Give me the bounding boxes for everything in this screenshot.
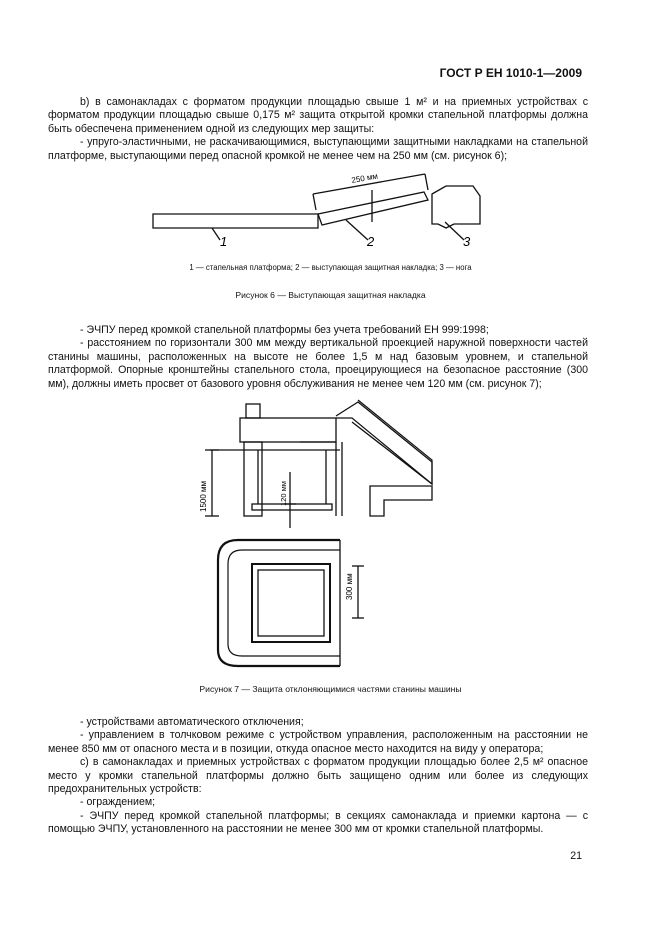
figure-7-caption: Рисунок 7 — Защита отклоняющимися частями станины машины: [199, 684, 462, 694]
paragraph-jog-control: - управлением в толчковом режиме с устройством управления, расположенным на расстоянии не менее 850 мм от опасного места и в позиции, откуда опасное место находится на виду у оператора;: [48, 729, 588, 755]
stacking-platform-plan: [252, 564, 330, 642]
leg: [432, 186, 480, 228]
figure-6-legend: 1 — стапельная платформа; 2 — выступающая защитная накладка; 3 — нога: [189, 263, 472, 272]
paragraph-b-item-1: - упруго-эластичными, не раскачивающимися, выступающими защитными накладками на стапельной платформе, выступающими перед опасной кромкой не менее чем на 250 мм (см. рисунок 6);: [48, 136, 588, 162]
paragraph-guard: - ограждением;: [80, 796, 156, 809]
text-block-2: [48, 324, 588, 391]
pile-table: [252, 504, 332, 510]
callout-2: 2: [367, 234, 375, 249]
paragraph-esps-300: - ЭЧПУ перед кромкой стапельной платформы; в секциях самонаклада и приемки картона — с помощью ЭЧПУ, установленного на расстоянии не менее 300 мм от кромки стапельной платформы.: [48, 809, 588, 836]
text-block-1: [48, 96, 588, 163]
paragraph-auto-off: - устройствами автоматического отключения;: [80, 716, 304, 728]
dimension-label-250: 250 мм: [350, 171, 379, 185]
paragraph-b: b) в самонакладах с форматом продукции площадью свыше 1 м² и на приемных устройствах с форматом продукции площадью свыше 0,175 м² защита открытой кромки стапельной платформы должна быть обеспечена применением одной из следующих мер защиты:: [48, 96, 588, 135]
dimension-label-1500: 1500 мм: [199, 480, 208, 512]
callout-1: 1: [220, 234, 228, 249]
stacking-platform: [153, 214, 318, 228]
page-number: 21: [570, 850, 582, 862]
frame-plan-outline: [218, 540, 340, 666]
figure-7-drawing: [0, 400, 661, 670]
protective-pad: [318, 192, 428, 225]
frame-post: [244, 442, 262, 516]
dimension-label-300: 300 мм: [345, 573, 354, 600]
dimension-label-120: 120 мм: [279, 481, 288, 506]
figure-6-drawing: [0, 170, 661, 250]
document-header: ГОСТ Р ЕН 1010-1—2009: [439, 66, 582, 80]
paragraph-esps: - ЭЧПУ перед кромкой стапельной платформы без учета требований ЕН 999:1998;: [80, 324, 489, 336]
callout-3: 3: [463, 234, 471, 249]
figure-6-caption: Рисунок 6 — Выступающая защитная накладка: [235, 290, 426, 300]
text-block-3: [48, 716, 588, 837]
paragraph-distance: - расстоянием по горизонтали 300 мм между вертикальной проекцией наружной поверхности частей станины машины, расположенных на высоте не более 1,5 м над базовым уровнем, и стапельной платформой. Опорные кронштейны стапельного стола, проецирующиеся на безопасное расстояние (300 мм), должны иметь просвет от базового уровня обслуживания не менее чем 120 мм (см. рисунок 7);: [48, 337, 588, 390]
paragraph-c: с) в самонакладах и приемных устройствах с форматом продукции площадью более 2,5 м² опасное место у кромки стапельной платформы должно быть защищено одним или более из следующих предохранительных устройств:: [48, 756, 588, 796]
